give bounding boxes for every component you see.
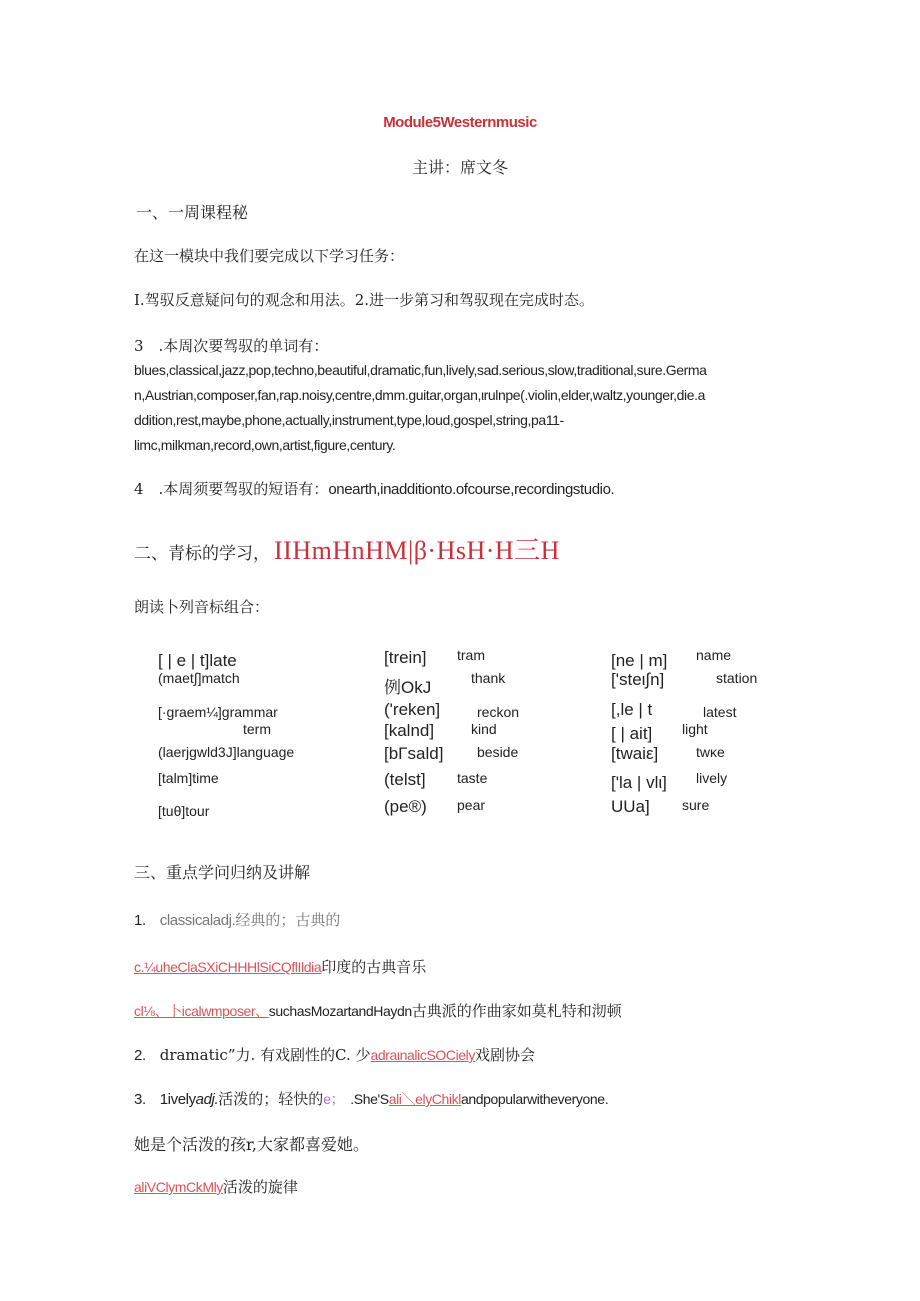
phonetic-ipa: [kalnd] bbox=[384, 721, 435, 740]
point-2 bbox=[134, 1044, 535, 1065]
section2-heading bbox=[134, 530, 560, 567]
example-translation: 戏剧协会 bbox=[474, 1046, 535, 1064]
vocab-label: 3 .本周次要驾驭的单词有： bbox=[134, 337, 329, 355]
phonetic-entry: (laerjgwld3J]language bbox=[158, 744, 295, 760]
phrase-list: onearth,inadditionto.ofcourse,recordingstudio. bbox=[328, 481, 615, 498]
example-1 bbox=[134, 956, 426, 977]
phonetic-word: tram bbox=[457, 647, 485, 663]
example-phrase-link[interactable]: cl⅛、卜icalwmposer、 bbox=[134, 1003, 269, 1019]
section2-garbled-text: IIHmHnHM|β·HsH·H三H bbox=[274, 536, 560, 565]
example-phrase: suchasMozartandHaydn bbox=[268, 1003, 412, 1019]
point-mark: e； bbox=[323, 1091, 345, 1107]
phonetic-entry: [ | e | t]late bbox=[158, 651, 237, 670]
vocab-line: n,Austrian,composer,fan,rap.noisy,centre,dmm.guitar,organ,ιrulnpe(.violin,elder,waltz,younger,die.a bbox=[134, 387, 706, 403]
phonetic-ipa: [trein] bbox=[384, 648, 427, 667]
point-1 bbox=[134, 909, 340, 930]
phrase-item bbox=[134, 478, 614, 499]
phonetic-entry: [talm]time bbox=[158, 770, 219, 786]
example-sentence-start: .She'S bbox=[350, 1091, 389, 1107]
vocab-line: limc,milkman,record,own,artist,figure,century. bbox=[134, 437, 396, 453]
vocab-line: blues,classical,jazz,pop,techno,beautiful,dramatic,fun,lively,sad.serious,slow,traditional,sure.Germa bbox=[134, 362, 707, 378]
example-translation: 古典派的作曲家如莫札特和沏顿 bbox=[411, 1002, 622, 1020]
phonetic-word: reckon bbox=[477, 704, 520, 720]
phonetic-ipa: [ | ait] bbox=[611, 724, 653, 743]
phonetic-ipa: [bΓsald] bbox=[384, 744, 444, 763]
point-number: 2. bbox=[134, 1047, 146, 1064]
phonetic-ipa: [ne | m] bbox=[611, 651, 668, 670]
task-item-1: I.驾驭反意疑问句的观念和用法。2.进一步第习和驾驭现在完成时态。 bbox=[134, 291, 595, 309]
speaker-line: 主讲：席文冬 bbox=[411, 158, 508, 177]
point-term: 1ively bbox=[159, 1091, 196, 1108]
phonetic-word: latest bbox=[703, 704, 737, 720]
phonetic-word: sure bbox=[682, 797, 710, 813]
phonetic-entry: (maet∫]match bbox=[158, 670, 240, 686]
example-translation: 印度的古典音乐 bbox=[321, 958, 427, 976]
example-phrase-link[interactable]: aliVClymCkMly bbox=[134, 1179, 223, 1195]
example-phrase-link[interactable]: adraιnalicSOCiely bbox=[370, 1047, 475, 1063]
page-title: Module5Westernmusic bbox=[383, 114, 537, 131]
point-term: classicaladj. bbox=[159, 912, 236, 929]
section1-intro: 在这一模块中我们要完成以下学习任务： bbox=[134, 247, 405, 265]
phonetic-word: twκe bbox=[696, 744, 725, 760]
phonetic-word: name bbox=[696, 647, 732, 663]
phonetic-entry: term bbox=[243, 721, 271, 737]
phrase-label: 4 .本周须要驾驭的短语有： bbox=[134, 480, 329, 498]
phonetic-word: light bbox=[682, 721, 708, 737]
point-definition: 活泼的；轻快的 bbox=[218, 1090, 324, 1108]
point-definition: 经典的；古典的 bbox=[235, 911, 341, 929]
phonetic-ipa: 例OkJ bbox=[384, 678, 432, 697]
example-sentence-end: andpopularwitheveryone. bbox=[460, 1091, 609, 1107]
example-2 bbox=[134, 1000, 622, 1021]
section2-title: 二、青标的学习， bbox=[134, 544, 270, 564]
phonetic-word: lively bbox=[696, 770, 728, 786]
example-phrase-link[interactable]: c.¼uheClaSXiCHHHlSiCQflIldia bbox=[134, 959, 322, 975]
phonetic-ipa: (pe®) bbox=[384, 797, 427, 816]
point-pos: adj. bbox=[195, 1091, 219, 1108]
vocab-line: ddition,rest,maybe,phone,actually,instrument,type,loud,gospel,string,pa11- bbox=[134, 412, 564, 428]
phonetic-word: kind bbox=[471, 721, 497, 737]
phonetic-word: beside bbox=[477, 744, 519, 760]
example-phrase-link[interactable]: ali＼elyChikl bbox=[388, 1091, 461, 1107]
point-3 bbox=[134, 1088, 608, 1109]
vocab-list bbox=[134, 358, 794, 458]
example-translation: 活泼的旋律 bbox=[222, 1178, 298, 1196]
phonetic-ipa: [twaiε] bbox=[611, 744, 659, 763]
phonetic-word: station bbox=[716, 670, 758, 686]
phonetic-ipa: (telst] bbox=[384, 770, 426, 789]
phonetic-ipa: [,le | t bbox=[611, 700, 653, 719]
point-number: 1. bbox=[134, 912, 146, 929]
phonetic-ipa: ['steι∫n] bbox=[611, 670, 665, 689]
example-translation-sentence: 她是个活泼的孩r,大家都喜爱她。 bbox=[134, 1135, 369, 1154]
phonetic-ipa: ['la | vlι] bbox=[611, 773, 667, 792]
section2-intro: 朗读卜列音标组合： bbox=[134, 598, 270, 616]
section1-heading: 一、一周课程秘 bbox=[136, 203, 249, 222]
phonetic-ipa: UUa] bbox=[611, 797, 650, 816]
phonetic-word: pear bbox=[457, 797, 486, 813]
point-number: 3. bbox=[134, 1091, 146, 1108]
phonetic-entry: [tuθ]tour bbox=[158, 803, 210, 819]
example-3 bbox=[134, 1176, 298, 1197]
phonetic-word: thank bbox=[471, 670, 506, 686]
section3-heading: 三、重点学问归纳及讲解 bbox=[134, 863, 311, 882]
phonetic-ipa: ('reken] bbox=[384, 700, 441, 719]
phonetic-word: taste bbox=[457, 770, 488, 786]
phonetic-entry: [·graem¼]grammar bbox=[158, 704, 278, 720]
point-text: dramatic”力. 有戏剧性的C. 少 bbox=[159, 1046, 371, 1064]
